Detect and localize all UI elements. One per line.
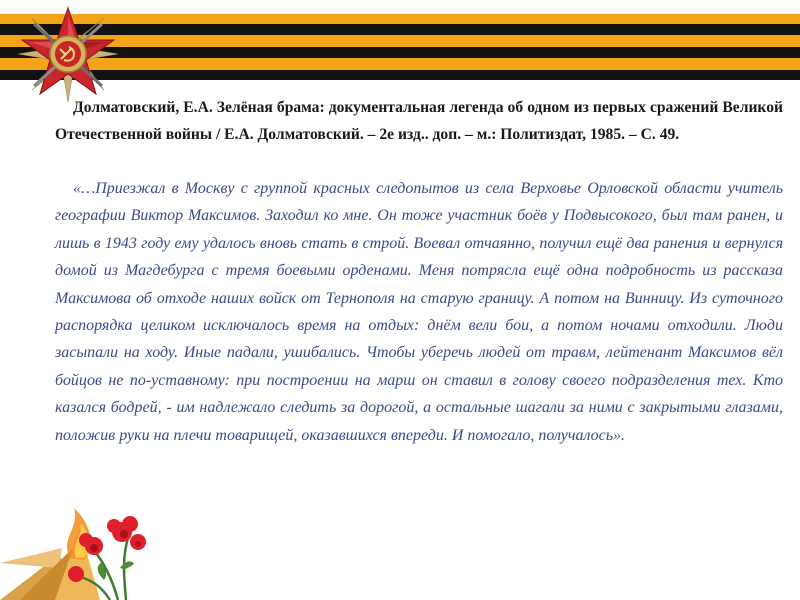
order-of-patriotic-war-icon	[14, 2, 122, 106]
memoir-quote: «…Приезжал в Москву с группой красных следопытов из села Верховье Орловской области учитель географии Виктор Максимов. Заходил ко мне. Он тоже участник боёв у Подвысокого, был там ранен, и лишь в 1943 году ему удалось вновь стать в строй. Воевал отчаянно, получил ещё два ранения и вернулся домой из Магдебурга с тремя боевыми орденами. Меня потрясла ещё одна подробность из рассказа Максимова об отходе наших войск от Тернополя на старую границу. А потом на Винницу. Из суточного распорядка целиком исключалось время на отдых: днём вели бои, а потом ночами отходили. Люди засыпали на ходу. Иные падали, ушибались. Чтобы уберечь людей от травм, лейтенант Максимов вёл бойцов не по-уставному: при построении на марш он ставил в голову своего подразделения тех. Кто казался бодрей, - им надлежало следить за дорогой, а остальные шагали за ними с закрытыми глазами, положив руки на плечи товарищей, оказавшихся впереди. И помогало, получалось».	[55, 180, 783, 444]
bibliographic-citation: Долматовский, Е.А. Зелёная брама: документальная легенда об одном из первых сражений Великой Отечественной войны / Е.А. Долматовский. – 2е изд.. доп. – м.: Политиздат, 1985. – С. 49.	[55, 99, 783, 143]
eternal-flame-carnations-icon	[0, 488, 150, 600]
